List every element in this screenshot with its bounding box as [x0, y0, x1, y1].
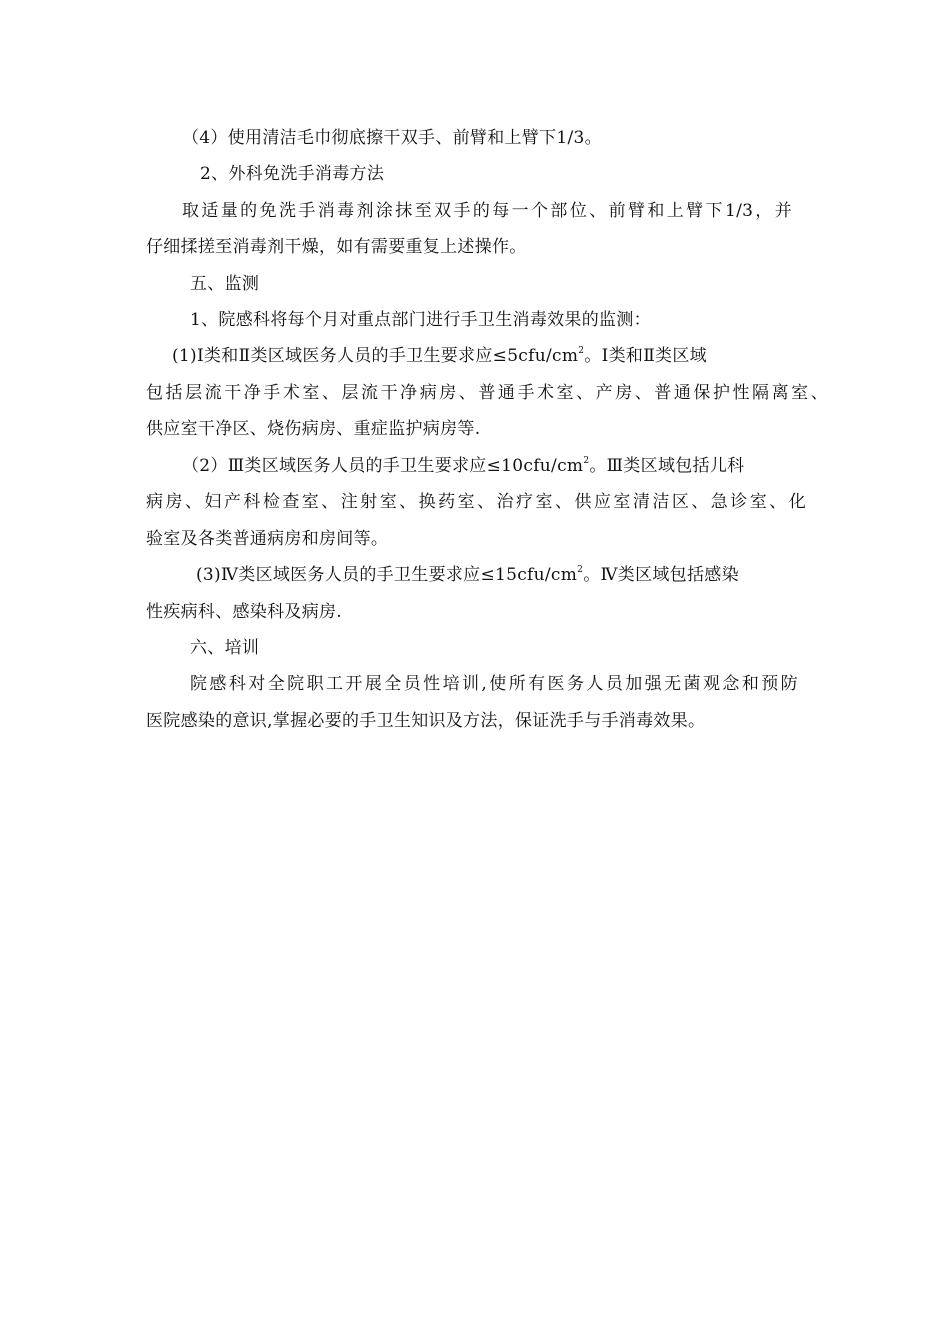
paragraph-line: 医院感染的意识,掌握必要的手卫生知识及方法，保证洗手与手消毒效果。 [146, 711, 706, 731]
paragraph-line: 包括层流干净手术室、层流干净病房、普通手术室、产房、普通保护性隔离室、 [146, 383, 828, 403]
superscript: 2 [578, 346, 585, 356]
requirement-text: （2）Ⅲ类区域医务人员的手卫生要求应≤10cfu/cm [182, 456, 584, 476]
requirement-text-cont: 。Ⅰ类和Ⅱ类区域 [584, 346, 707, 366]
paragraph-line: 性疾病科、感染科及病房. [146, 602, 343, 622]
step-4-text: （4）使用清洁毛巾彻底擦干双手、前臂和上臂下1/3。 [182, 128, 602, 148]
section-heading-surgical-waterless: 2、外科免洗手消毒方法 [200, 164, 385, 184]
paragraph-line: 仔细揉搓至消毒剂干燥，如有需要重复上述操作。 [146, 237, 527, 257]
class-3-requirement [182, 455, 862, 477]
requirement-text-cont: 。Ⅲ类区域包括儿科 [589, 456, 745, 476]
section-heading-monitoring: 五、监测 [190, 274, 260, 294]
monitoring-intro: 1、院感科将每个月对重点部门进行手卫生消毒效果的监测： [190, 310, 651, 330]
requirement-text: (1)Ⅰ类和Ⅱ类区域医务人员的手卫生要求应≤5cfu/cm [172, 346, 579, 366]
paragraph-line: 供应室干净区、烧伤病房、重症监护病房等. [146, 419, 481, 439]
class-1-2-requirement [172, 345, 852, 367]
paragraph-line: 病房、妇产科检查室、注射室、换药室、治疗室、供应室清洁区、急诊室、化 [146, 492, 806, 512]
superscript: 2 [577, 565, 584, 575]
requirement-text-cont: 。Ⅳ类区域包括感染 [583, 565, 739, 585]
class-4-requirement [196, 564, 876, 586]
paragraph-line: 院感科对全院职工开展全员性培训,使所有医务人员加强无菌观念和预防 [190, 674, 798, 694]
superscript: 2 [583, 456, 590, 466]
requirement-text: (3)Ⅳ类区域医务人员的手卫生要求应≤15cfu/cm [196, 565, 578, 585]
section-heading-training: 六、培训 [190, 638, 260, 658]
paragraph-line: 取适量的免洗手消毒剂涂抹至双手的每一个部位、前臂和上臂下1/3，并 [182, 201, 792, 221]
paragraph-line: 验室及各类普通病房和房间等。 [146, 529, 389, 549]
